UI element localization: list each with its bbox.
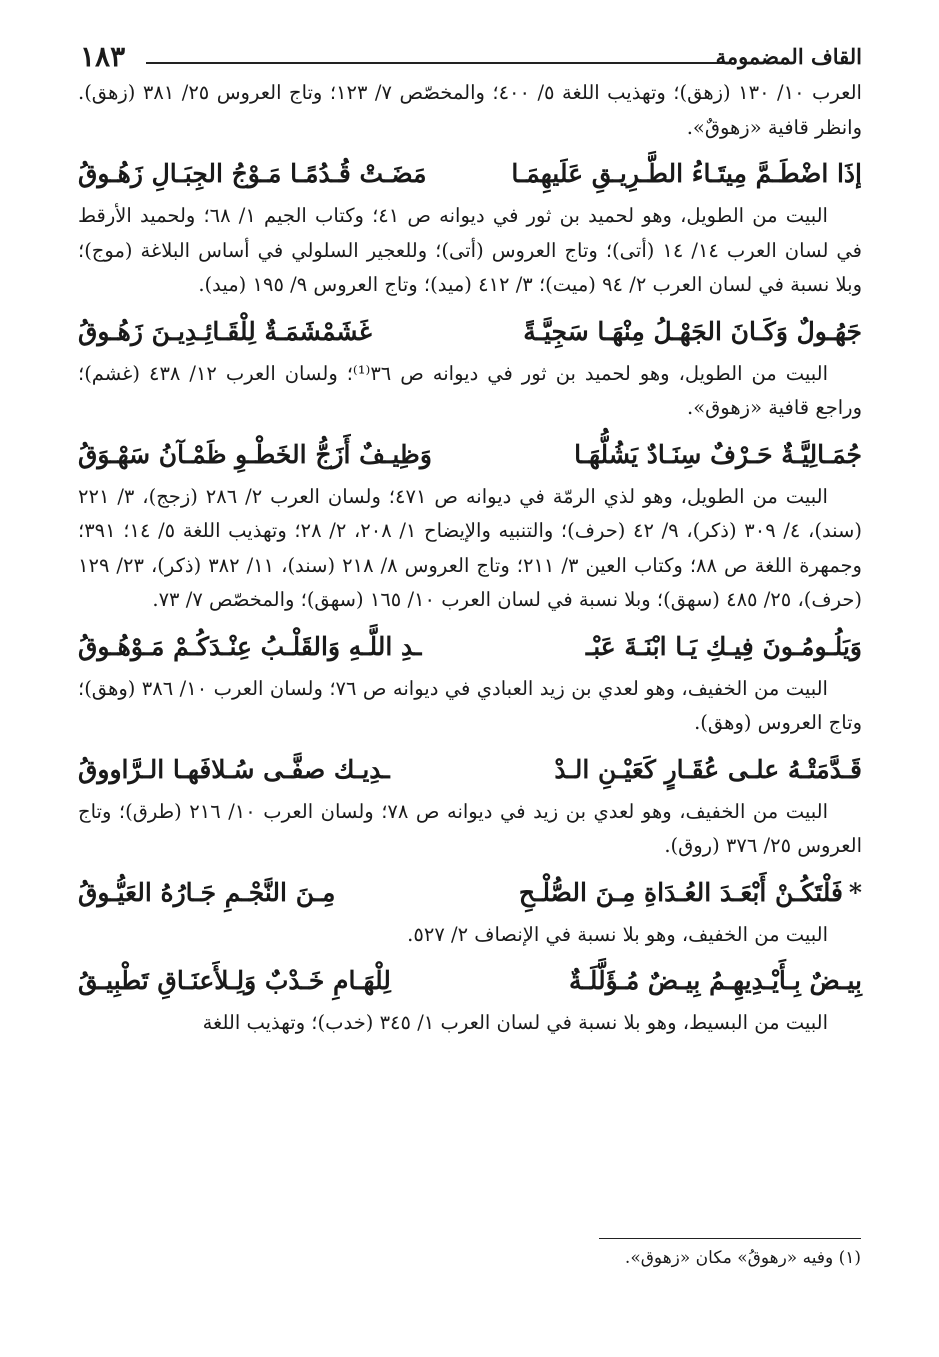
verse-1 <box>78 155 862 193</box>
page-header <box>78 36 862 76</box>
paragraph-8: البيت من البسيط، وهو بلا نسبة في لسان العرب ١/ ٣٤٥ (خدب)؛ وتهذيب اللغة <box>202 1011 828 1034</box>
verse-2-first-hemistich: جَهُـولٌ وَكَـانَ الجَهْـلُ مِنْهَـا سَجِيَّـةً <box>523 316 862 346</box>
verse-4-second-hemistich: ـدِ اللَّـهِ وَالقَلْـبُ عِنْـدَكُـمْ مَـوْهُـوقُ <box>78 631 422 661</box>
verse-3-second-hemistich: وَظِيـفٌ أَزَجُّ الخَطْـوِ ظَمْـآنُ سَهْـوَقُ <box>78 439 432 469</box>
verse-7-first-hemistich: بِيـضٌ بِـأَيْـدِيهِـمُ بِيـضٌ مُـؤَلَّلَـةٌ <box>568 966 862 995</box>
paragraph-5: البيت من الخفيف، وهو لعدي بن زيد العبادي في ديوانه ص ٧٦؛ ولسان العرب ١٠/ ٣٨٦ (وهق)؛ وتاج العروس (وهق). <box>78 676 862 734</box>
paragraph-2: البيت من الطويل، وهو لحميد بن ثور في ديوانه ص ٤١؛ وكتاب الجيم ١/ ٦٨؛ ولحميد الأرقط في لسان العرب ١٤/ ١٤ (أتى)؛ وتاج العروس (أتى)؛ وللعجير السلولي في أساس البلاغة (موج)؛ وبلا نسبة في لسان العرب ٢/ ٩٤ (ميت)؛ ٣/ ٤١٢ (ميد)؛ وتاج العروس ٩/ ١٩٥ (ميد). <box>78 204 863 296</box>
page-number: ١٨٣ <box>80 40 126 73</box>
verse-4 <box>78 628 862 666</box>
verse-marker-star: * <box>848 877 862 907</box>
verse-7 <box>78 962 862 1000</box>
running-title: القاف المضمومة <box>715 44 862 69</box>
verse-3-first-hemistich: جُمَـالِيَّـةٌ حَـرْفٌ سِنَـادٌ يَشُلُّهَـا <box>574 439 862 469</box>
paragraph-6: البيت من الخفيف، وهو لعدي بن زيد في ديوانه ص ٧٨؛ ولسان العرب ١٠/ ٢١٦ (طرق)؛ وتاج العروس ٢٥/ ٣٧٦ (روق). <box>78 799 862 857</box>
footnote-rule <box>599 1238 861 1239</box>
verse-5-first-hemistich: قَـدَّمَتْـهُ علـى عُقَـارٍ كَعَيْـنِ الـدْ <box>554 754 862 784</box>
verse-6-first-hemistich <box>519 874 862 912</box>
paragraph-7: البيت من الخفيف، وهو بلا نسبة في الإنصاف ٢/ ٥٢٧. <box>407 922 828 946</box>
paragraph-3: البيت من الطويل، وهو لحميد بن ثور في ديوانه ص ٣٦⁽¹⁾؛ ولسان العرب ١٢/ ٤٣٨ (غشم)؛ وراجع قافية «زهوق». <box>78 361 862 419</box>
verse-3 <box>78 436 862 474</box>
verse-2-second-hemistich: غَشَمْشَمَـةٌ لِلْقَـائِـدِيـنَ زَهُـوقُ <box>78 316 372 346</box>
verse-6-second-hemistich: مِـنَ النَّجْـمِ جَـارُهُ العَيُّـوقُ <box>78 877 336 907</box>
verse-5-second-hemistich: ـدِيـك صفَّـى سُـلافَهـا الـرَّاووقُ <box>78 754 390 784</box>
verse-5 <box>78 751 862 789</box>
verse-1-second-hemistich: مَضَـتْ قُـدُمًـا مَـوْجُ الجِبَـالِ زَهُـوقُ <box>78 159 427 188</box>
verse-6-first-hemistich-text: فَلْتَكُـنْ أَبْعَـدَ العُـدَاةِ مِـنَ الصُّلْـحِ <box>518 877 843 907</box>
verse-6 <box>78 874 862 912</box>
verse-4-first-hemistich: وَيَلُـومُـونَ فِيـكِ يَـا ابْنَـةَ عَبْـ <box>585 631 862 661</box>
paragraph-1: العرب ١٠/ ١٣٠ (زهق)؛ وتهذيب اللغة ٥/ ٤٠٠؛ والمخصّص ٧/ ١٢٣؛ وتاج العروس ٢٥/ ٣٨١ (زهق). وانظر قافية «زهوقٌ». <box>78 81 862 139</box>
footnote: (١) وفيه «رهوقُ» مكان «زهوق». <box>624 1248 861 1268</box>
body-text <box>78 76 862 1041</box>
verse-2 <box>78 313 862 351</box>
header-rule <box>146 62 728 64</box>
page <box>78 36 862 1041</box>
verse-1-first-hemistich: إذَا اضْطَـمَّ مِيتَـاءُ الطَّـرِيـقِ عَلَيهِمَـا <box>511 159 862 188</box>
paragraph-4: البيت من الطويل، وهو لذي الرمّة في ديوانه ص ٤٧١؛ ولسان العرب ٢/ ٢٨٦ (زجج)، ٣/ ٢٢١ (سند)، ٤/ ٣٠٩ (ذكر)، ٩/ ٤٢ (حرف)؛ والتنبيه والإيضاح ١/ ٢٠٨، ٢/ ٢٨؛ وتهذيب اللغة ٥/ ١٤؛ ٣٩١؛ وجمهرة اللغة ص ٨٨؛ وكتاب العين ٣/ ٢١١؛ وتاج العروس ٨/ ٢١٨ (سند)، ١١/ ٣٨٢ (ذكر)، ٢٣/ ١٢٩ (حرف)، ٢٥/ ٤٨٥ (سهق)؛ وبلا نسبة في لسان العرب ١٠/ ١٦٥ (سهق)؛ والمخصّص ٧/ ٧٣. <box>78 484 863 611</box>
verse-7-second-hemistich: لِلْهَـامِ خَـدْبٌ وَلِـلأَعنَـاقِ تَطْبِيـقُ <box>78 966 391 995</box>
